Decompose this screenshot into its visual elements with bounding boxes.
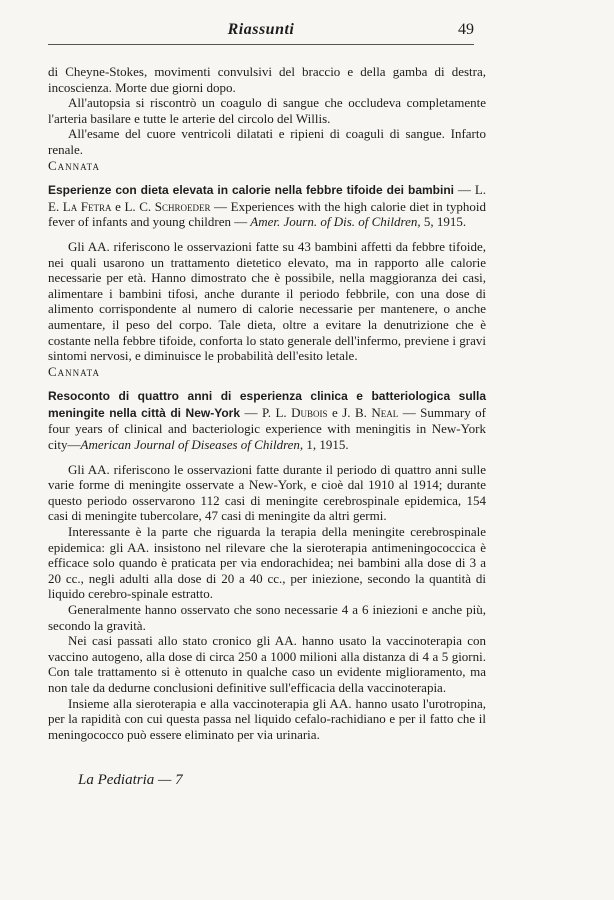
paragraph: Nei casi passati allo stato cronico gli AA. hanno usato la vaccinoterapia con vaccino autogeno, alla dose di circa 250 a 1000 milioni alla distanza di 4 a 5 giorni. Con tale trattamento si è ottenuto in qualche caso un evidente miglioramento, ma non tale da dedurne conclusioni definitive sull'efficacia della vaccinoterapia.: [48, 633, 486, 695]
paragraph: Insieme alla sieroterapia e alla vaccinoterapia gli AA. hanno usato l'urotropina, per la rapidità con cui questa passa nel liquido cefalo-rachidiano e per il fatto che il meningococco può essere eliminato per via urinaria.: [48, 695, 486, 742]
citation: 1, 1915.: [303, 437, 349, 453]
article-heading: [48, 388, 486, 452]
paragraph: Gli AA. riferiscono le osservazioni fatte su 43 bambini affetti da febbre tifoide, nei quali usarono un trattamento dietetico elevato, ma in rapporto alle calorie necessarie per età. Hanno dimostrato che è possibile, nella maggioranza dei casi, alimentare i bambini tifosi, anche durante il periodo febbrile, con una dose di alimento corrispondente al numero di calorie necessarie per mantenere, o anche aumentare, il peso del corpo. Tale dieta, oltre a evitare la denutrizione che è costante nella febbre tifoide, conforta lo stato generale dell'infermo, previene i gravi sintomi nervosi, e diminuisce le probabilità dell'esito letale.: [48, 238, 486, 364]
separator: —: [454, 182, 475, 198]
running-header: [48, 20, 474, 45]
author: P. L. Dubois: [261, 404, 328, 420]
article-heading: [48, 182, 486, 230]
separator: —: [398, 404, 421, 420]
paragraph: di Cheyne-Stokes, movimenti convulsivi del braccio e della gamba di destra, incoscienza. Morte due giorni dopo.: [48, 64, 486, 95]
author: L. C. Schroeder: [124, 198, 211, 214]
conjunction: e: [327, 404, 343, 420]
page-body: [48, 64, 486, 742]
paragraph: Interessante è la parte che riguarda la terapia della meningite cerebrospinale epidemica: gli AA. insistono nel rilevare che la sieroterapia antimeningococcica è efficace solo quando è praticata per via endorachidea; nei bambini alla dose di 3 a 20 cc., negli adulti alla dose di 20 a 40 cc., per iniezione, secondo la quantità di liquido cerebro-spinale estratto.: [48, 524, 486, 602]
reviewer-signature: Cannata: [48, 363, 100, 379]
running-title: Riassunti: [227, 21, 295, 38]
english-title: Experiences with the high calorie diet in typhoid fever of infants and young children —: [48, 198, 486, 230]
article-title: Resoconto di quattro anni di esperienza clinica e batteriologica sulla meningite nella città di New-York: [48, 389, 486, 420]
article-title: Esperienze con dieta elevata in calorie nella febbre tifoide dei bambini: [48, 183, 454, 198]
author: L. E. La Fetra: [48, 182, 487, 214]
separator: —: [210, 198, 231, 214]
paragraph: All'esame del cuore ventricoli dilatati e ripieni di coaguli di sangue. Infarto renale.: [48, 126, 486, 157]
author: J. B. Neal: [342, 404, 399, 420]
signature-mark: La Pediatria — 7: [78, 772, 183, 788]
conjunction: e: [111, 198, 125, 214]
journal-name: American Journal of Diseases of Children,: [80, 437, 304, 453]
paragraph: Generalmente hanno osservato che sono necessarie 4 a 6 iniezioni e anche più, secondo la gravità.: [48, 602, 486, 633]
paragraph: All'autopsia si riscontrò un coagulo di sangue che occludeva completamente l'arteria basilare e tutte le arterie del circolo del Willis.: [48, 95, 486, 126]
english-title: Summary of four years of clinical and bacteriologic experience with meningitis in New-York city—: [48, 404, 487, 453]
separator: —: [240, 404, 262, 420]
journal-name: Amer. Journ. of Dis. of Children,: [247, 214, 421, 230]
reviewer-signature: Cannata: [48, 157, 100, 173]
citation: 5, 1915.: [420, 214, 467, 230]
page-number: 49: [458, 21, 474, 38]
paragraph: Gli AA. riferiscono le osservazioni fatte durante il periodo di quattro anni sulle varie forme di meningite osservate a New-York, e cioè dal 1910 al 1914; durante questo periodo osservarono 112 casi di meningite cerebrospinale epidemica, 154 casi di meningite tubercolare, 47 casi di meningite da altri germi.: [48, 461, 486, 524]
